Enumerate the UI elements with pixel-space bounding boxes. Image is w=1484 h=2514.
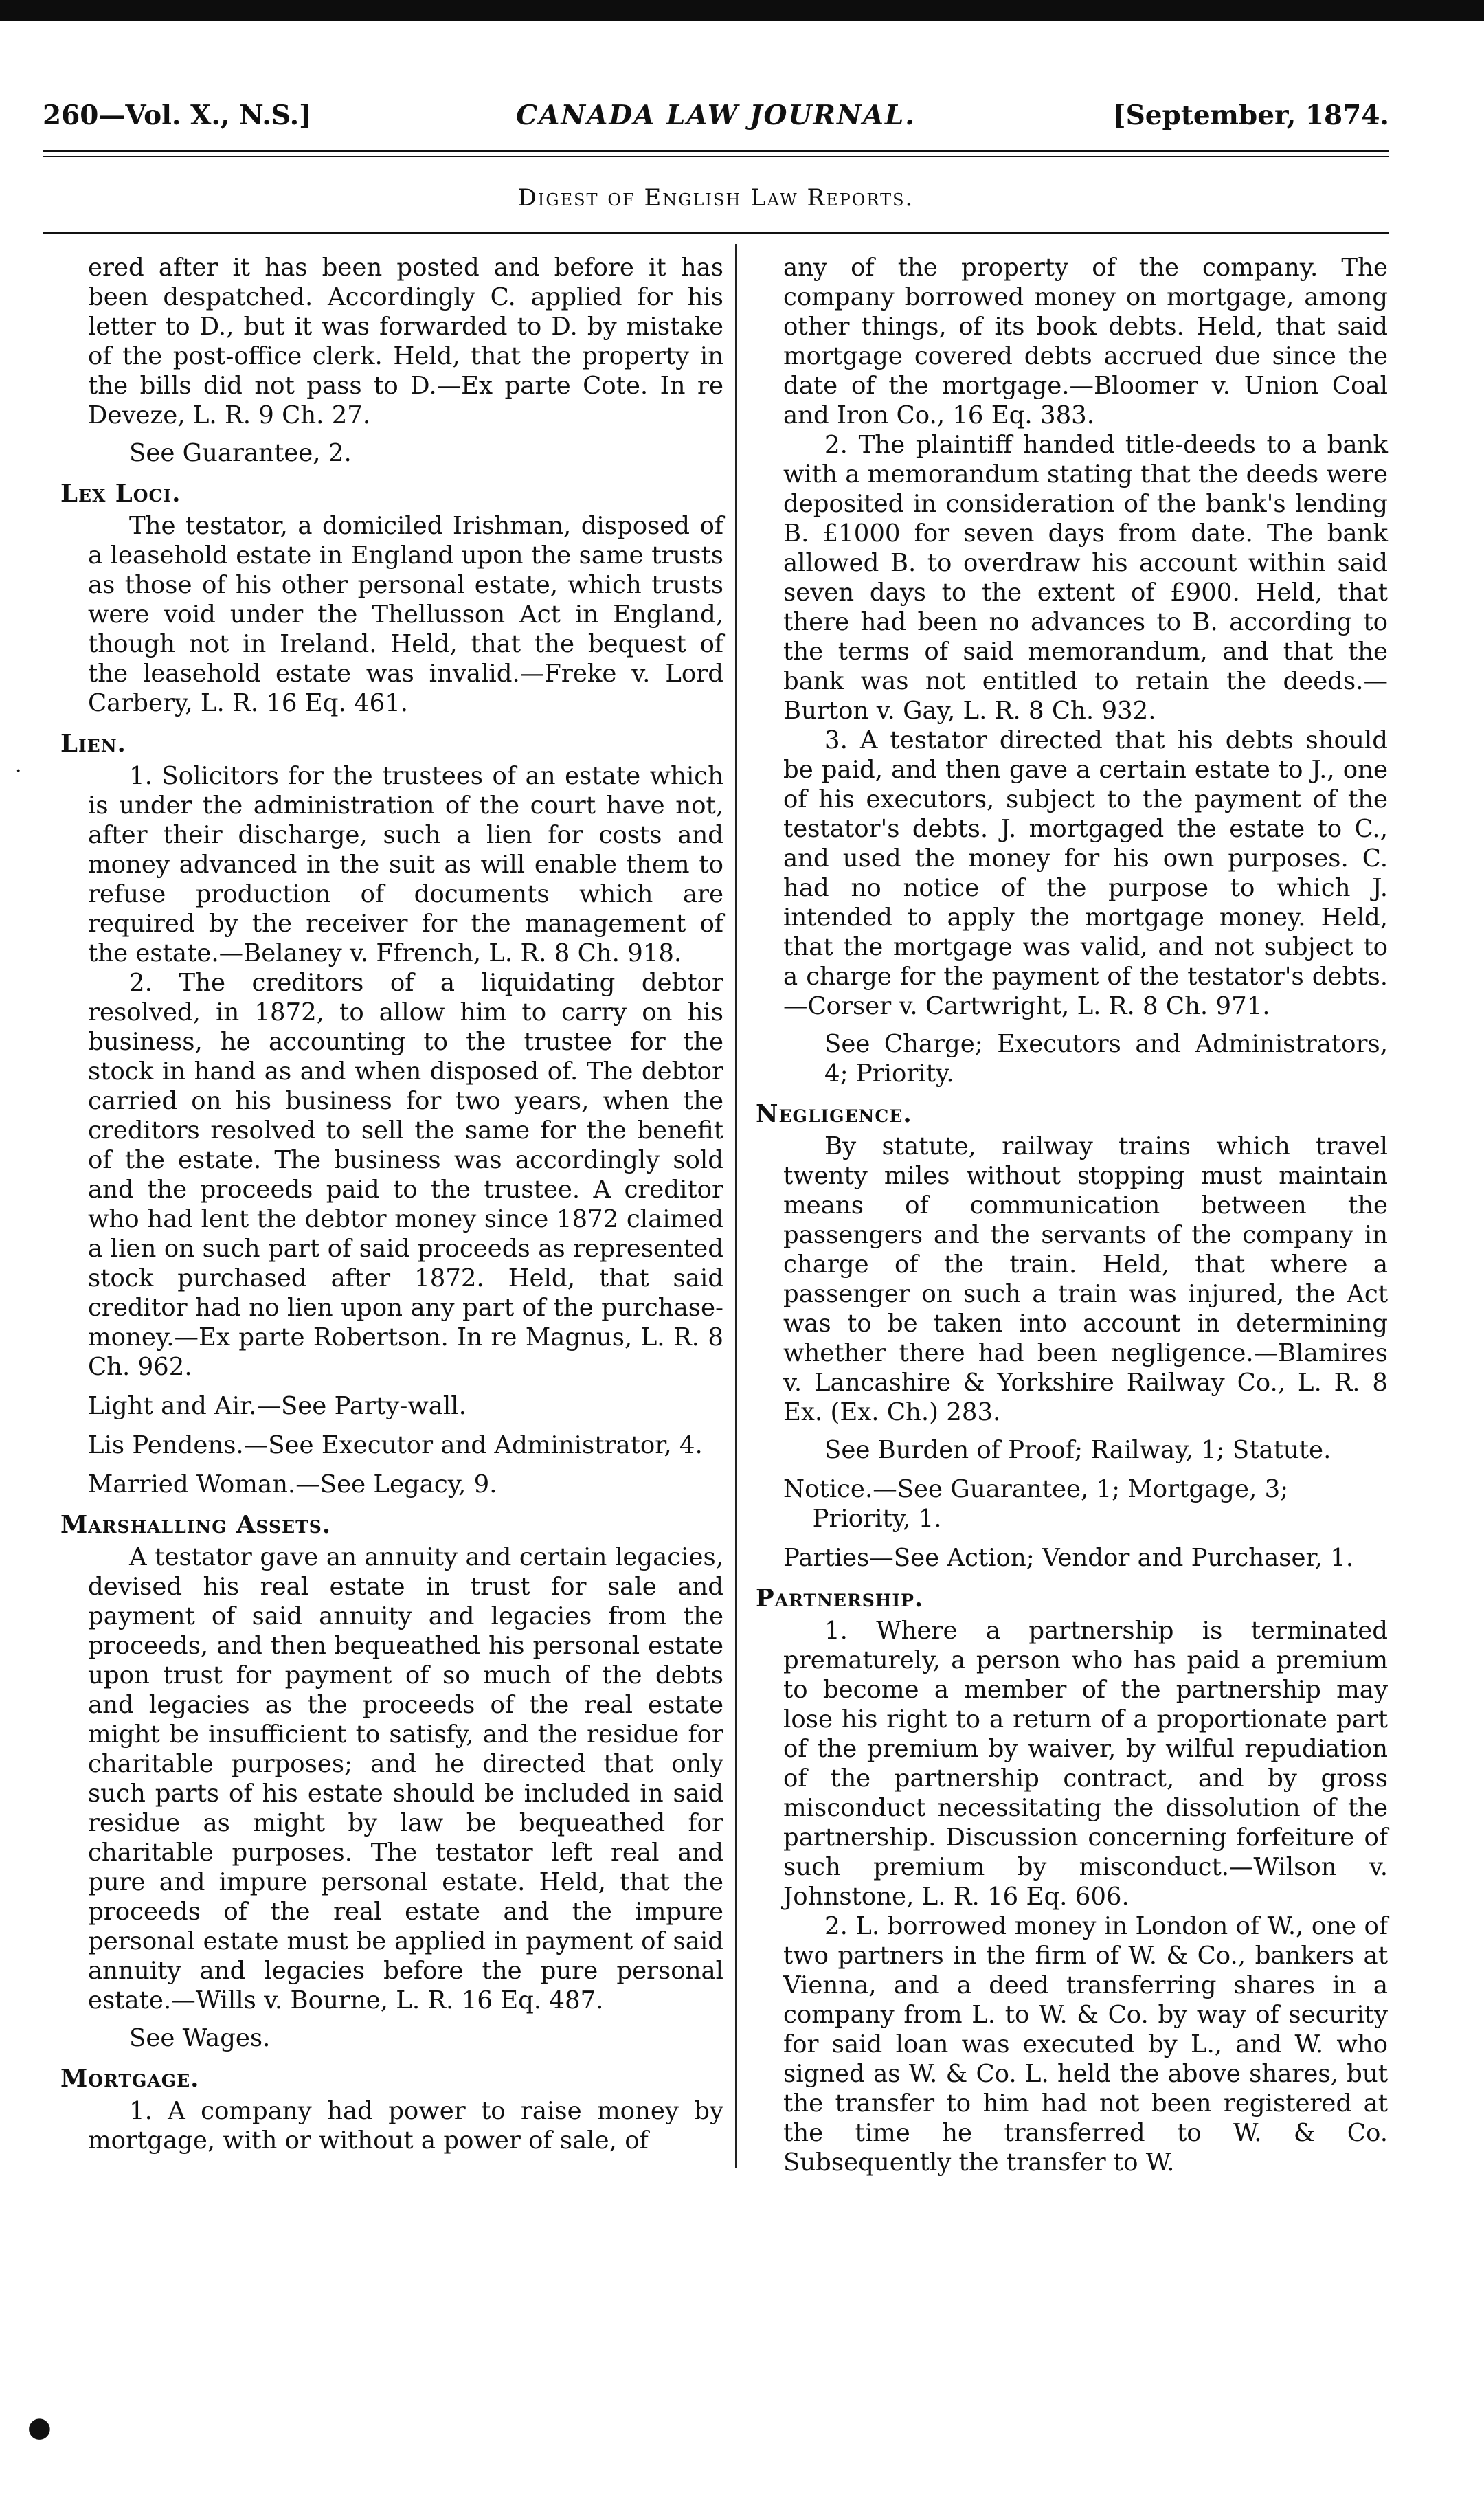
right-column-see-3: See Charge; Executors and Administrators, 4; Priority. [824, 1030, 1388, 1088]
left-column-cont-0: ered after it has been posted and before it has been despatched. Accordingly C. applied for his letter to D., but it was forwarded to D. by mistake of the post-office clerk. Held, that the property in the bills did not pass to D.—Ex parte Cote. In re Deveze, L. R. 9 Ch. 27. [88, 254, 723, 429]
issue-date: [September, 1874. [1113, 100, 1389, 131]
left-column-para-5: 1. Solicitors for the trustees of an estate which is under the administration of the court have not, after their discharge, such a lien for costs and money advanced in the suit as will enable them to refuse production of documents which are required by the receiver for the management of the estate.—Belaney v. Ffrench, L. R. 8 Ch. 918. [88, 762, 723, 967]
left-column-head-2: Lex Loci. [60, 480, 181, 508]
left-column-para-11: A testator gave an annuity and certain legacies, devised his real estate in trust for sale and payment of said annuity and legacies from the proceeds, and then bequeathed his personal estate upon trust for payment of so much of the debts and legacies as the proceeds of the real estate might be insufficient to satisfy, and the residue for charitable purposes; and he directed that only such parts of his estate should be included in said residue as might by law be bequeathed for charitable purposes. The testator left real and pure and impure personal estate. Held, that the proceeds of the real estate and the impure personal estate must be applied in payment of said annuity and legacies before the pure personal estate.—Wills v. Bourne, L. R. 16 Eq. 487. [88, 1543, 723, 2014]
journal-title: CANADA LAW JOURNAL. [516, 100, 916, 131]
right-column-entry-7: Notice.—See Guarantee, 1; Mortgage, 3; Priority, 1. [783, 1475, 1289, 1533]
left-column-head-4: Lien. [60, 730, 126, 758]
right-column-head-4: Negligence. [756, 1100, 912, 1128]
left-column-see-12: See Wages. [129, 2024, 271, 2052]
scan-top-edge [0, 0, 1484, 21]
margin-mark: · [15, 759, 22, 783]
right-column-para-2: 3. A testator directed that his debts should be paid, and then gave a certain estate to J., one of his executors, subject to the payment of the testator's debts. J. mortgaged the estate to C., and used the money for his own purposes. C. had no notice of the purpose to which J. intended to apply the mortgage money. Held, that the mortgage was valid, and not subject to a charge for the payment of the testator's debts.—Corser v. Cartwright, L. R. 8 Ch. 971. [783, 726, 1388, 1020]
right-column [756, 253, 1388, 2177]
left-column-para-3: The testator, a domiciled Irishman, disposed of a leasehold estate in England upon the same trusts as those of his other personal estate, which trusts were void under the Thellusson Act in England, though not in Ireland. Held, that the bequest of the leasehold estate was invalid.—Freke v. Lord Carbery, L. R. 16 Eq. 461. [88, 512, 723, 717]
left-column-head-13: Mortgage. [60, 2065, 200, 2093]
left-column [60, 253, 723, 2155]
volume-label: 260—Vol. X., N.S.] [43, 100, 312, 131]
right-column-head-9: Partnership. [756, 1584, 924, 1613]
left-column-entry-9: Married Woman.—See Legacy, 9. [88, 1470, 497, 1499]
left-column-entry-8: Lis Pendens.—See Executor and Administrator, 4. [88, 1431, 703, 1459]
right-column-para-11: 2. L. borrowed money in London of W., one of two partners in the firm of W. & Co., bankers at Vienna, and a deed transferring shares in a company from L. to W. & Co. by way of security for said loan was executed by L., and W. who signed as W. & Co. L. held the above shares, but the transfer to him had not been registered at the time he transferred to W. & Co. Subsequently the transfer to W. [783, 1912, 1388, 2177]
right-column-entry-8: Parties—See Action; Vendor and Purchaser, 1. [783, 1544, 1354, 1572]
right-column-see-6: See Burden of Proof; Railway, 1; Statute. [824, 1436, 1331, 1464]
margin-blot: ● [27, 2412, 52, 2443]
header-rule-thick [43, 150, 1389, 152]
running-header [43, 93, 1389, 141]
column-divider [735, 244, 737, 2168]
right-column-para-5: By statute, railway trains which travel twenty miles without stopping must maintain means of communication between the passengers and the servants of the company in charge of the train. Held, that where a passenger on such a train was injured, the Act was to be taken into account in determining whether there had been negligence.—Blamires v. Lancashire & Yorkshire Railway Co., L. R. 8 Ex. (Ex. Ch.) 283. [783, 1132, 1388, 1426]
right-column-para-10: 1. Where a partnership is terminated prematurely, a person who has paid a premium to become a member of the partnership may lose his right to a return of a proportionate part of the premium by waiver, by wilful repudiation of the partnership contract, and by gross misconduct necessitating the dissolution of the partnership. Discussion concerning forfeiture of such premium by misconduct.—Wilson v. Johnstone, L. R. 16 Eq. 606. [783, 1617, 1388, 1911]
left-column-para-14: 1. A company had power to raise money by mortgage, with or without a power of sale, of [88, 2097, 723, 2155]
section-rule [43, 232, 1389, 234]
left-column-entry-7: Light and Air.—See Party-wall. [88, 1392, 466, 1420]
right-column-para-1: 2. The plaintiff handed title-deeds to a bank with a memorandum stating that the deeds were deposited in consideration of the bank's lending B. £1000 for seven days from date. The bank allowed B. to overdraw his account within said seven days to the extent of £900. Held, that there had been no advances to B. according to the terms of said memorandum, and that the bank was not entitled to retain the deeds.—Burton v. Gay, L. R. 8 Ch. 932. [783, 431, 1388, 725]
right-column-cont-0: any of the property of the company. The company borrowed money on mortgage, among other things, of its book debts. Held, that said mortgage covered debts accrued due since the date of the mortgage.—Bloomer v. Union Coal and Iron Co., 16 Eq. 383. [783, 254, 1388, 429]
left-column-see-1: See Guarantee, 2. [129, 439, 352, 467]
header-rule-thin [43, 156, 1389, 157]
section-title: Digest of English Law Reports. [517, 184, 914, 212]
left-column-head-10: Marshalling Assets. [60, 1511, 332, 1539]
left-column-para-6: 2. The creditors of a liquidating debtor resolved, in 1872, to allow him to carry on his business, he accounting to the trustee for the stock in hand as and when disposed of. The debtor carried on his business for two years, when the creditors resolved to sell the same for the benefit of the estate. The business was accordingly sold and the proceeds paid to the trustee. A creditor who had lent the debtor money since 1872 claimed a lien on such part of said proceeds as represented stock purchased after 1872. Held, that said creditor had no lien upon any part of the purchase-money.—Ex parte Robertson. In re Magnus, L. R. 8 Ch. 962. [88, 969, 723, 1381]
